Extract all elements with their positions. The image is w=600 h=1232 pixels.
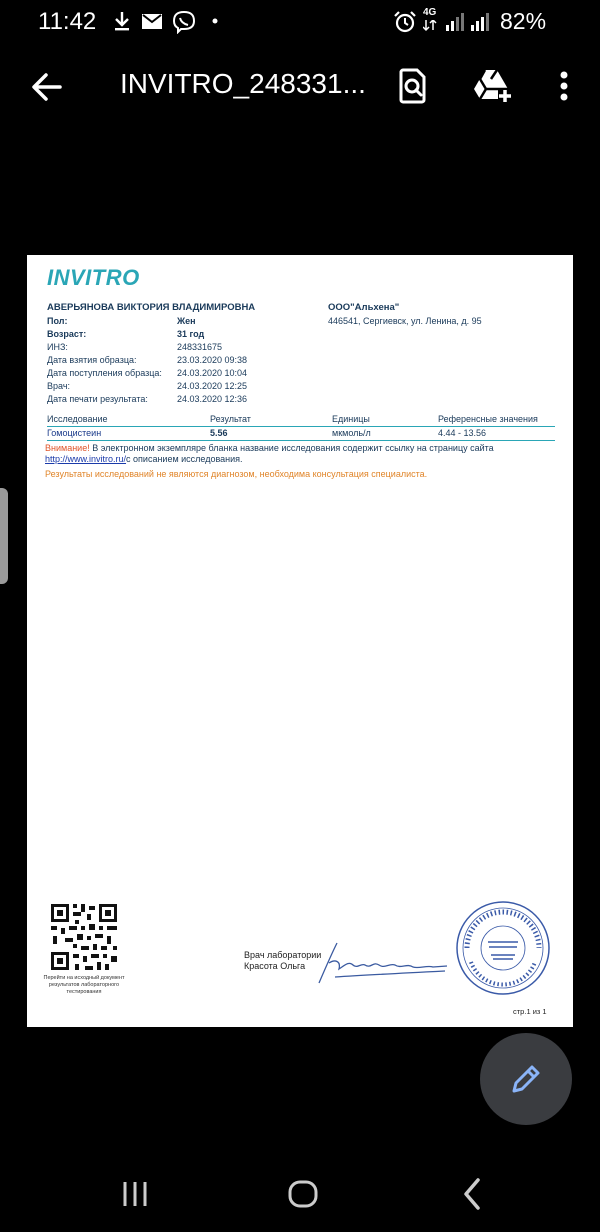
edit-button[interactable]: [480, 1033, 572, 1125]
field-value: 24.03.2020 10:04: [177, 368, 248, 378]
system-navigation-bar: [0, 1150, 600, 1232]
qr-caption: Перейти на исходный документ результатов лабораторного тестирования: [43, 975, 125, 995]
back-nav-icon[interactable]: [452, 1174, 492, 1214]
test-reference: 4.44 - 13.56: [438, 428, 487, 438]
field-value: 248331675: [177, 342, 223, 352]
recent-apps-icon[interactable]: [115, 1174, 155, 1214]
app-bar: [0, 52, 600, 124]
field-label: Дата печати результата:: [47, 394, 148, 404]
field-label: Дата поступления образца:: [47, 368, 162, 378]
status-time: 11:42: [38, 8, 97, 35]
field-label: Возраст:: [47, 329, 87, 339]
battery-percent: 82%: [500, 8, 547, 34]
signal-icon-2: [470, 11, 492, 31]
table-row: [47, 427, 555, 441]
field-value: 24.03.2020 12:25: [177, 381, 248, 391]
organization-name: ООО"Альхена": [328, 302, 400, 313]
field-label: Врач:: [47, 381, 71, 391]
signal-icon-1: [445, 11, 467, 31]
doctor-title: Врач лаборатории: [244, 950, 322, 960]
notice-tail: с описанием исследования.: [126, 454, 243, 464]
test-units: мкмоль/л: [332, 428, 371, 438]
field-value: 31 год: [177, 329, 205, 339]
invitro-logo: INVITRO: [47, 265, 140, 290]
qr-code[interactable]: [49, 902, 119, 972]
pencil-icon: [508, 1061, 544, 1097]
add-to-drive-icon[interactable]: [470, 64, 514, 108]
column-header: Единицы: [332, 414, 370, 424]
doctor-name: Красота Ольга: [244, 961, 306, 971]
column-header: Референсные значения: [438, 414, 538, 424]
invitro-site-link[interactable]: http://www.invitro.ru/: [45, 454, 127, 464]
document-title: INVITRO_248331...: [120, 68, 366, 99]
test-name-link[interactable]: Гомоцистеин: [47, 428, 102, 438]
handwritten-signature: [315, 939, 450, 989]
notice-body: В электронном экземпляре бланка название исследования содержит ссылку на страницу сайта: [89, 443, 494, 453]
back-arrow-icon[interactable]: [26, 66, 68, 108]
field-value: 23.03.2020 09:38: [177, 355, 248, 365]
page-number: стр.1 из 1: [513, 1007, 547, 1016]
status-bar: [0, 0, 600, 44]
scroll-handle[interactable]: [0, 488, 8, 584]
field-label: ИНЗ:: [47, 342, 68, 352]
doctor-signature-label: [244, 950, 321, 972]
column-header: Исследование: [47, 414, 108, 424]
download-icon: [112, 10, 132, 32]
test-result: 5.56: [210, 428, 228, 438]
field-label: Дата взятия образца:: [47, 355, 137, 365]
field-label: Пол:: [47, 316, 68, 326]
results-table-header: [47, 413, 555, 427]
field-value: Жен: [177, 316, 196, 326]
notice-text: [45, 443, 555, 465]
organization-stamp: [455, 900, 551, 996]
network-type: 4G: [423, 7, 437, 18]
column-header: Результат: [210, 414, 251, 424]
organization-address: 446541, Сергиевск, ул. Ленина, д. 95: [328, 316, 482, 326]
find-in-document-icon[interactable]: [391, 64, 435, 108]
dot-icon: [212, 18, 218, 24]
notice-warning: Внимание!: [45, 443, 90, 453]
data-arrows-icon: [423, 20, 437, 32]
alarm-icon: [393, 10, 417, 34]
disclaimer-text: Результаты исследований не являются диагнозом, необходима консультация специалиста.: [45, 469, 428, 479]
viber-icon: [172, 10, 196, 34]
patient-name: АВЕРЬЯНОВА ВИКТОРИЯ ВЛАДИМИРОВНА: [47, 302, 256, 313]
document-page: [27, 255, 573, 1027]
field-value: 24.03.2020 12:36: [177, 394, 248, 404]
more-options-icon[interactable]: [542, 64, 586, 108]
home-icon[interactable]: [283, 1174, 323, 1214]
mail-icon: [141, 10, 163, 32]
